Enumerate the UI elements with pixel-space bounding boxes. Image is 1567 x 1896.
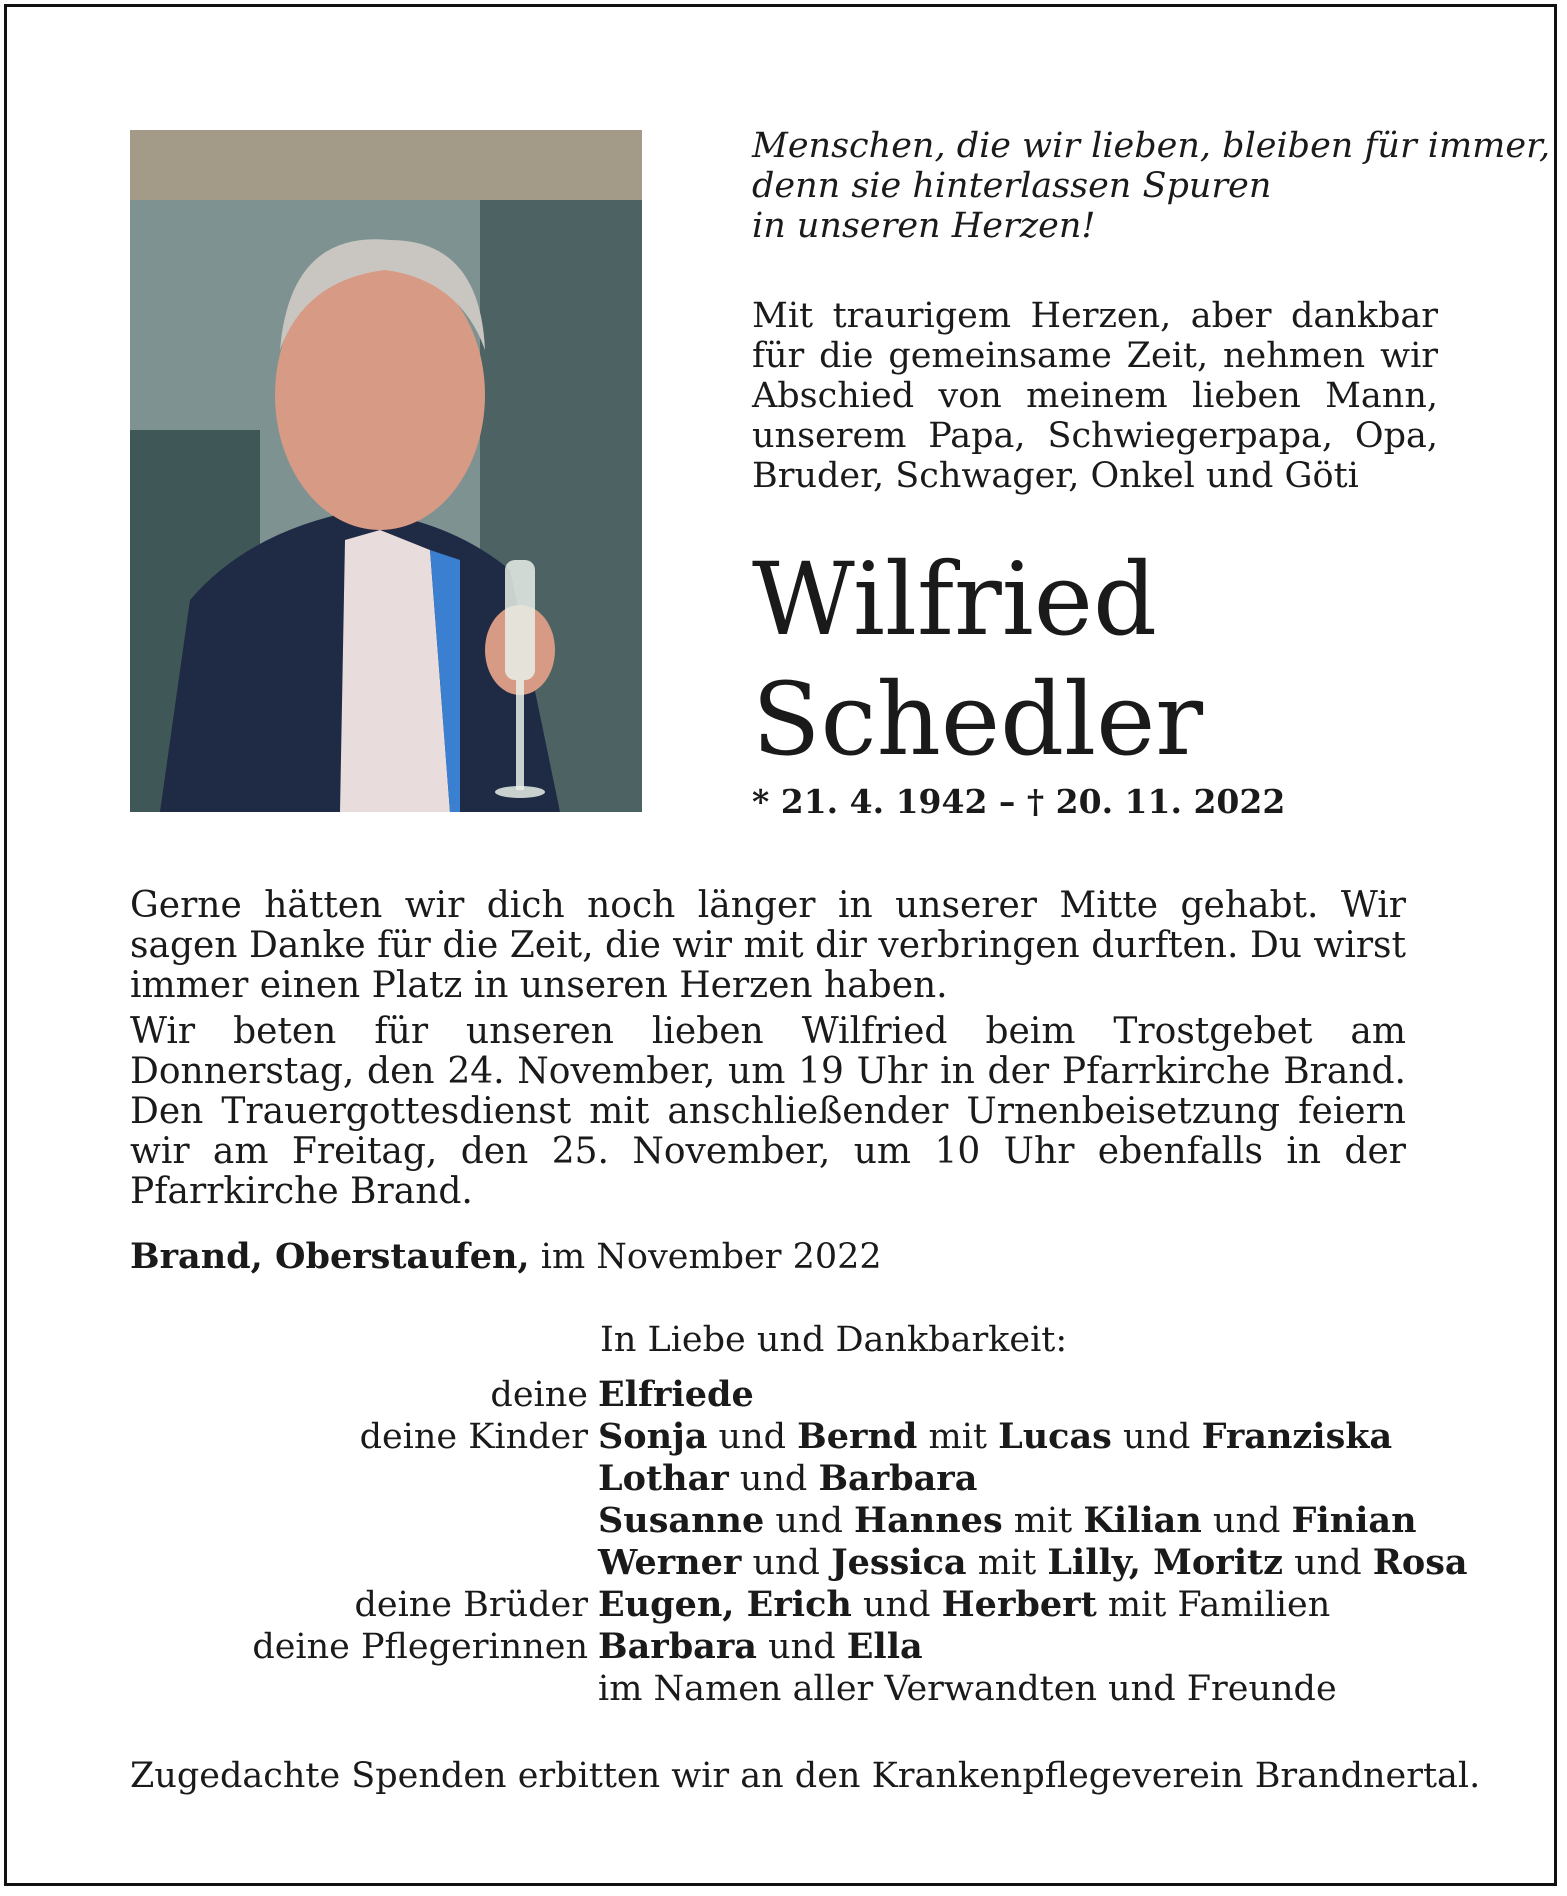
signatory-row [130, 1668, 1490, 1710]
signatory-label: deine Kinder [359, 1417, 588, 1457]
signatory-label: deine Brüder [354, 1585, 588, 1625]
signatory-row [130, 1416, 1490, 1458]
body-text [130, 886, 1406, 1218]
signatory-connector: mit [1002, 1501, 1084, 1541]
signatory-name: Susanne [598, 1500, 765, 1541]
signatory-name: Bernd [797, 1416, 918, 1457]
body-paragraph: Gerne hätten wir dich noch länger in unserer Mitte gehabt. Wir sagen Danke für die Zeit, die wir mit dir verbringen durften. Du wirst immer einen Platz in unseren Herzen haben. [130, 885, 1406, 1006]
signatory-name: Lilly, Moritz [1047, 1542, 1284, 1583]
signatory-names [598, 1626, 923, 1668]
signatory-name: Ella [846, 1626, 923, 1667]
thanks-line: In Liebe und Dankbarkeit: [600, 1320, 1068, 1360]
signatory-row [130, 1374, 1490, 1416]
signatory-row [130, 1458, 1490, 1500]
signatory-name: Barbara [818, 1458, 978, 1499]
signatory-name: Kilian [1083, 1500, 1202, 1541]
signatory-name: Rosa [1372, 1542, 1468, 1583]
signatory-connector: und [707, 1417, 798, 1457]
signatory-name: Werner [598, 1542, 742, 1583]
signatory-names [598, 1500, 1417, 1542]
place-date-text: im November 2022 [540, 1237, 882, 1277]
signatory-names [598, 1668, 1337, 1710]
signatory-connector: mit [966, 1543, 1048, 1583]
signatory-name: Herbert [941, 1584, 1097, 1625]
signatory-name: Lothar [598, 1458, 729, 1499]
signatory-names [598, 1584, 1330, 1626]
life-dates: * 21. 4. 1942 – † 20. 11. 2022 [752, 782, 1286, 821]
place-date [130, 1236, 882, 1277]
signatory-names [598, 1458, 977, 1500]
signatory-connector: und [728, 1459, 819, 1499]
signatory-row [130, 1542, 1490, 1584]
signatory-name: Eugen, Erich [598, 1584, 852, 1625]
signatory-connector: und [756, 1627, 847, 1667]
quote-line: in unseren Herzen! [752, 206, 1096, 246]
signatory-names [598, 1374, 754, 1416]
signatory-name: Lucas [998, 1416, 1112, 1457]
signatory-label [130, 1542, 598, 1584]
donation-note: Zugedachte Spenden erbitten wir an den Krankenpflegeverein Brandnertal. [130, 1756, 1481, 1796]
signatory-connector: und [764, 1501, 855, 1541]
signatory-names [598, 1542, 1468, 1584]
signatory-connector: und [851, 1585, 942, 1625]
signatory-name: Franziska [1201, 1416, 1393, 1457]
signatory-name: Hannes [854, 1500, 1003, 1541]
last-name: Schedler [752, 661, 1204, 778]
signatory-row [130, 1626, 1490, 1668]
signatory-row [130, 1584, 1490, 1626]
signatory-connector: und [1111, 1417, 1202, 1457]
signatory-label: deine Pflegerinnen [252, 1627, 588, 1667]
signatory-connector: mit [917, 1417, 999, 1457]
signatory-label [130, 1458, 598, 1500]
body-paragraph: Wir beten für unseren lieben Wilfried beim Trostgebet am Donnerstag, den 24. November, um 19 Uhr in der Pfarrkirche Brand. Den Trauergottesdienst mit anschließender Urnenbeisetzung feiern wir am Freitag, den 25. November, um 10 Uhr ebenfalls in der Pfarrkirche Brand. [130, 1011, 1406, 1212]
signatory-name: Finian [1291, 1500, 1417, 1541]
signatory-names [598, 1416, 1392, 1458]
signatory-name: Jessica [831, 1542, 967, 1583]
signatory-label [130, 1500, 598, 1542]
signatory-row [130, 1500, 1490, 1542]
intro-text: Mit traurigem Herzen, aber dankbar für die gemeinsame Zeit, nehmen wir Abschied von meinem lieben Mann, unserem Papa, Schwiegerpapa, Opa, Bruder, Schwager, Onkel und Göti [752, 296, 1438, 496]
signatory-name: Elfriede [598, 1374, 754, 1415]
memorial-quote [752, 126, 1551, 246]
place-name: Brand, Oberstaufen, [130, 1236, 530, 1277]
deceased-name [752, 540, 1203, 780]
signatory-connector: mit Familien [1096, 1585, 1331, 1625]
signatory-connector: und [1201, 1501, 1292, 1541]
first-name: Wilfried [752, 541, 1157, 658]
quote-line: denn sie hinterlassen Spuren [752, 166, 1272, 206]
signatory-connector: und [1283, 1543, 1373, 1583]
signatories [130, 1374, 1490, 1710]
signatory-name: Sonja [598, 1416, 708, 1457]
quote-line: Menschen, die wir lieben, bleiben für immer, [752, 126, 1551, 166]
signatory-connector: im Namen aller Verwandten und Freunde [598, 1669, 1337, 1709]
signatory-connector: und [741, 1543, 832, 1583]
signatory-name: Barbara [598, 1626, 757, 1667]
signatory-label: deine [490, 1375, 588, 1415]
portrait-photo [130, 130, 642, 812]
signatory-label [130, 1668, 598, 1710]
